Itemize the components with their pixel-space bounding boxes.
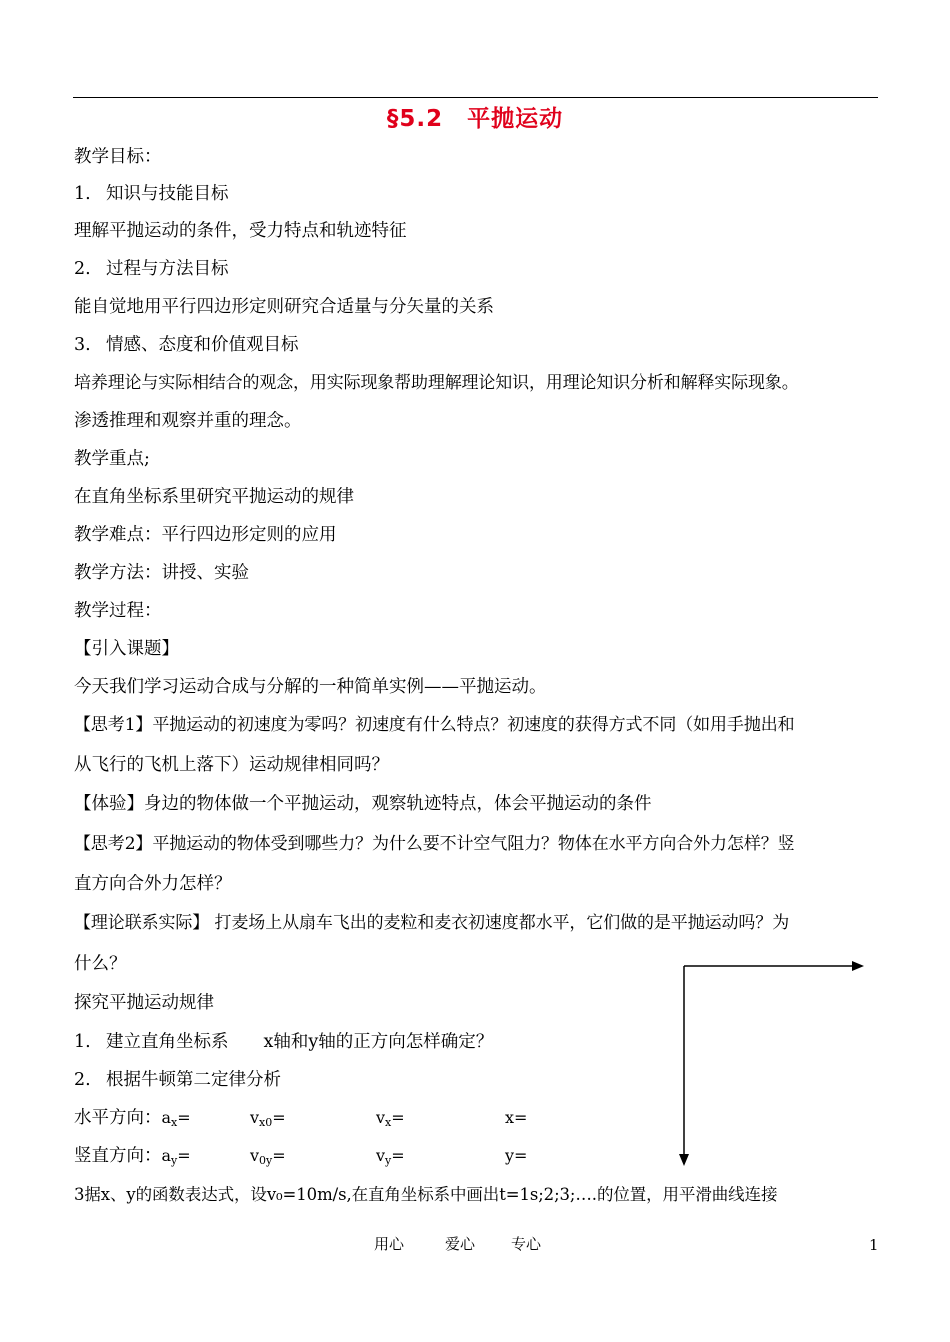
footer-text-2: 爱心 [445,1235,476,1253]
step-2-text: 根据牛顿第二定律分析 [106,1070,281,1090]
y-axis-arrowhead [679,1154,689,1166]
x-formula: x= [505,1108,528,1127]
v0y-subscript: 0y [259,1154,273,1167]
vy-equals: = [391,1146,405,1165]
key-points-text: 在直角坐标系里研究平抛运动的规律 [74,487,354,507]
page-number: 1 [869,1236,879,1254]
ax-symbol: a [161,1108,172,1127]
vx-symbol: v [376,1108,386,1127]
key-points-heading: 教学重点; [74,449,150,469]
practice-line-2: 什么？ [74,954,127,974]
teaching-goals-heading: 教学目标： [74,147,162,167]
goal-3-text: 情感、态度和价值观目标 [106,335,299,355]
y-formula: y= [505,1146,528,1165]
goal-2-text: 过程与方法目标 [106,259,229,279]
explore-heading: 探究平抛运动规律 [74,993,214,1013]
ay-equals: = [177,1146,191,1165]
horizontal-label-text: 水平方向： [74,1108,162,1128]
step-2-number: 2. [74,1070,91,1090]
ay-subscript: y [171,1154,178,1167]
ay-symbol: a [161,1146,172,1165]
methods-text: 教学方法：讲授、实验 [74,563,249,583]
ax-equals: = [177,1108,191,1127]
goal-2-number: 2. [74,259,91,279]
vx0-subscript: x0 [259,1116,273,1129]
footer-text-3: 专心 [511,1235,542,1253]
think-2-line-2: 直方向合外力怎样？ [74,874,232,894]
step-1-text: 建立直角坐标系 x轴和y轴的正方向怎样确定？ [106,1032,494,1052]
think-2-line-1: 【思考2】平抛运动的物体受到哪些力？为什么要不计空气阻力？物体在水平方向合外力怎样？竖 [74,834,795,854]
vx0-symbol: v [250,1108,260,1127]
vy-subscript: y [385,1154,392,1167]
step-3-text: 3据x、y的函数表达式，设v₀=10m/s,在直角坐标系中画出t=1s;2;3;….的位置，用平滑曲线连接 [74,1185,778,1204]
v0y-equals: = [272,1146,286,1165]
intro-text: 今天我们学习运动合成与分解的一种简单实例——平抛运动。 [74,677,547,697]
vy-symbol: v [376,1146,386,1165]
vx0-equals: = [272,1108,286,1127]
goal-1-text: 知识与技能目标 [106,184,229,204]
step-1-number: 1. [74,1032,91,1052]
footer-text-1: 用心 [374,1235,405,1253]
vertical-label-text: 竖直方向： [74,1146,162,1166]
vx-subscript: x [385,1116,392,1129]
v0y-symbol: v [250,1146,260,1165]
page-title: §5.2 平抛运动 [386,106,564,132]
vx-equals: = [391,1108,405,1127]
experience-text: 【体验】身边的物体做一个平抛运动，观察轨迹特点，体会平抛运动的条件 [74,794,652,814]
think-1-line-1: 【思考1】平抛运动的初速度为零吗？初速度有什么特点？初速度的获得方式不同（如用手抛出和 [74,715,795,735]
practice-line-1: 【理论联系实际】 打麦场上从扇车飞出的麦粒和麦衣初速度都水平，它们做的是平抛运动吗？为 [74,913,790,933]
goal-1-number: 1. [74,184,91,204]
x-axis-arrowhead [852,961,864,971]
think-1-line-2: 从飞行的飞机上落下）运动规律相同吗？ [74,755,389,775]
difficulties-text: 教学难点：平行四边形定则的应用 [74,525,337,545]
goal-1-detail: 理解平抛运动的条件，受力特点和轨迹特征 [74,221,407,241]
goal-2-detail: 能自觉地用平行四边形定则研究合适量与分矢量的关系 [74,297,494,317]
process-heading: 教学过程： [74,601,162,621]
goal-3-number: 3. [74,335,91,355]
intro-heading: 【引入课题】 [74,639,179,659]
goal-3-detail: 培养理论与实际相结合的观念，用实际现象帮助理解理论知识，用理论知识分析和解释实际现象。 [74,373,799,393]
ax-subscript: x [171,1116,178,1129]
goal-3-detail-2: 渗透推理和观察并重的理念。 [74,411,302,431]
